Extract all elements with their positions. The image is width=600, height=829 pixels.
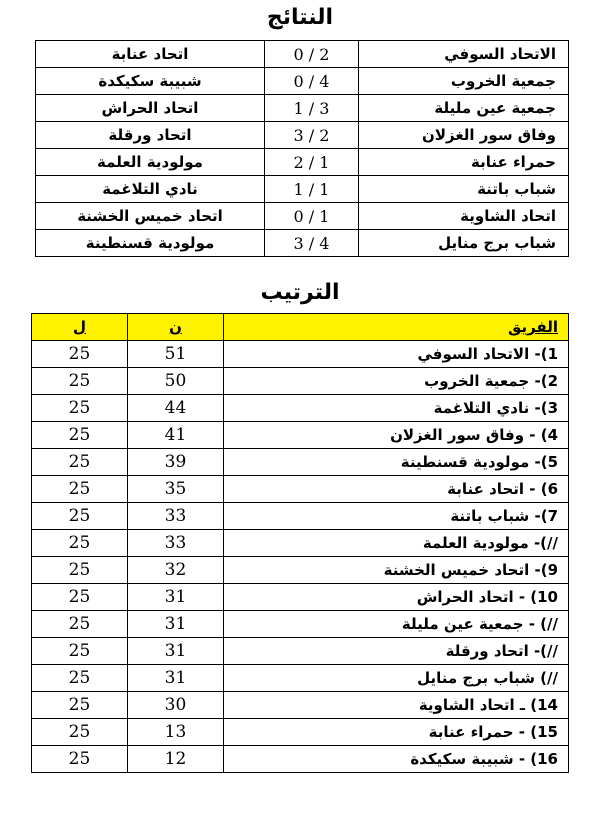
team-name: 2)- جمعية الخروب: [224, 368, 569, 395]
points-value: 32: [128, 557, 224, 584]
away-team: نادي التلاغمة: [36, 176, 265, 203]
points-value: 33: [128, 503, 224, 530]
match-row: [36, 176, 569, 203]
played-count: 25: [32, 638, 128, 665]
played-count: 25: [32, 746, 128, 773]
team-name: 10) - اتحاد الحراش: [224, 584, 569, 611]
team-name: 4) - وفاق سور الغزلان: [224, 422, 569, 449]
team-name: //)- اتحاد ورقلة: [224, 638, 569, 665]
team-name: 16) - شبيبة سكيكدة: [224, 746, 569, 773]
match-score: 0 / 4: [265, 68, 359, 95]
points-value: 31: [128, 665, 224, 692]
results-table: [35, 40, 569, 257]
points-value: 39: [128, 449, 224, 476]
played-count: 25: [32, 557, 128, 584]
match-row: [36, 230, 569, 257]
points-value: 31: [128, 638, 224, 665]
points-value: 31: [128, 611, 224, 638]
standings-header-row: [32, 314, 569, 341]
points-value: 51: [128, 341, 224, 368]
team-name: 9)- اتحاد خميس الخشنة: [224, 557, 569, 584]
played-count: 25: [32, 341, 128, 368]
points-value: 12: [128, 746, 224, 773]
played-count: 25: [32, 395, 128, 422]
home-team: حمراء عنابة: [359, 149, 569, 176]
points-value: 13: [128, 719, 224, 746]
points-value: 33: [128, 530, 224, 557]
played-count: 25: [32, 368, 128, 395]
team-name: //) شباب برج منايل: [224, 665, 569, 692]
team-name: //) - جمعية عين مليلة: [224, 611, 569, 638]
standings-row: [32, 395, 569, 422]
played-count: 25: [32, 692, 128, 719]
played-count: 25: [32, 422, 128, 449]
standings-row: [32, 368, 569, 395]
header-played: ل: [32, 314, 128, 341]
team-name: 6) - اتحاد عنابة: [224, 476, 569, 503]
standings-row: [32, 476, 569, 503]
standings-row: [32, 422, 569, 449]
match-row: [36, 41, 569, 68]
points-value: 35: [128, 476, 224, 503]
played-count: 25: [32, 449, 128, 476]
home-team: جمعية عين مليلة: [359, 95, 569, 122]
match-row: [36, 203, 569, 230]
away-team: اتحاد عنابة: [36, 41, 265, 68]
standings-row: [32, 746, 569, 773]
away-team: اتحاد ورقلة: [36, 122, 265, 149]
team-name: //)- مولودية العلمة: [224, 530, 569, 557]
standings-row: [32, 503, 569, 530]
team-name: 5)- مولودية قسنطينة: [224, 449, 569, 476]
team-name: 15) - حمراء عنابة: [224, 719, 569, 746]
home-team: اتحاد الشاوية: [359, 203, 569, 230]
points-value: 31: [128, 584, 224, 611]
points-value: 30: [128, 692, 224, 719]
played-count: 25: [32, 719, 128, 746]
results-title: النتائج: [266, 5, 334, 30]
header-team: الفريق: [224, 314, 569, 341]
standings-row: [32, 719, 569, 746]
match-row: [36, 122, 569, 149]
standings-row: [32, 341, 569, 368]
match-score: 3 / 2: [265, 122, 359, 149]
match-row: [36, 95, 569, 122]
standings-title: الترتيب: [260, 280, 340, 305]
team-name: 3)- نادي التلاغمة: [224, 395, 569, 422]
team-name: 7)- شباب باتنة: [224, 503, 569, 530]
match-row: [36, 149, 569, 176]
standings-table: [31, 313, 569, 773]
match-score: 2 / 1: [265, 149, 359, 176]
header-points: ن: [128, 314, 224, 341]
home-team: شباب باتنة: [359, 176, 569, 203]
standings-row: [32, 584, 569, 611]
away-team: شبيبة سكيكدة: [36, 68, 265, 95]
match-row: [36, 68, 569, 95]
home-team: جمعية الخروب: [359, 68, 569, 95]
standings-row: [32, 530, 569, 557]
away-team: اتحاد الحراش: [36, 95, 265, 122]
points-value: 50: [128, 368, 224, 395]
away-team: مولودية قسنطينة: [36, 230, 265, 257]
away-team: اتحاد خميس الخشنة: [36, 203, 265, 230]
played-count: 25: [32, 665, 128, 692]
standings-row: [32, 611, 569, 638]
match-score: 0 / 2: [265, 41, 359, 68]
match-score: 0 / 1: [265, 203, 359, 230]
home-team: وفاق سور الغزلان: [359, 122, 569, 149]
away-team: مولودية العلمة: [36, 149, 265, 176]
home-team: الاتحاد السوفي: [359, 41, 569, 68]
standings-row: [32, 449, 569, 476]
match-score: 1 / 3: [265, 95, 359, 122]
home-team: شباب برج منايل: [359, 230, 569, 257]
standings-row: [32, 665, 569, 692]
points-value: 41: [128, 422, 224, 449]
team-name: 1)- الاتحاد السوفي: [224, 341, 569, 368]
points-value: 44: [128, 395, 224, 422]
standings-row: [32, 557, 569, 584]
played-count: 25: [32, 476, 128, 503]
played-count: 25: [32, 530, 128, 557]
match-score: 3 / 4: [265, 230, 359, 257]
played-count: 25: [32, 584, 128, 611]
standings-row: [32, 692, 569, 719]
played-count: 25: [32, 503, 128, 530]
played-count: 25: [32, 611, 128, 638]
standings-row: [32, 638, 569, 665]
match-score: 1 / 1: [265, 176, 359, 203]
team-name: 14) ـ اتحاد الشاوية: [224, 692, 569, 719]
